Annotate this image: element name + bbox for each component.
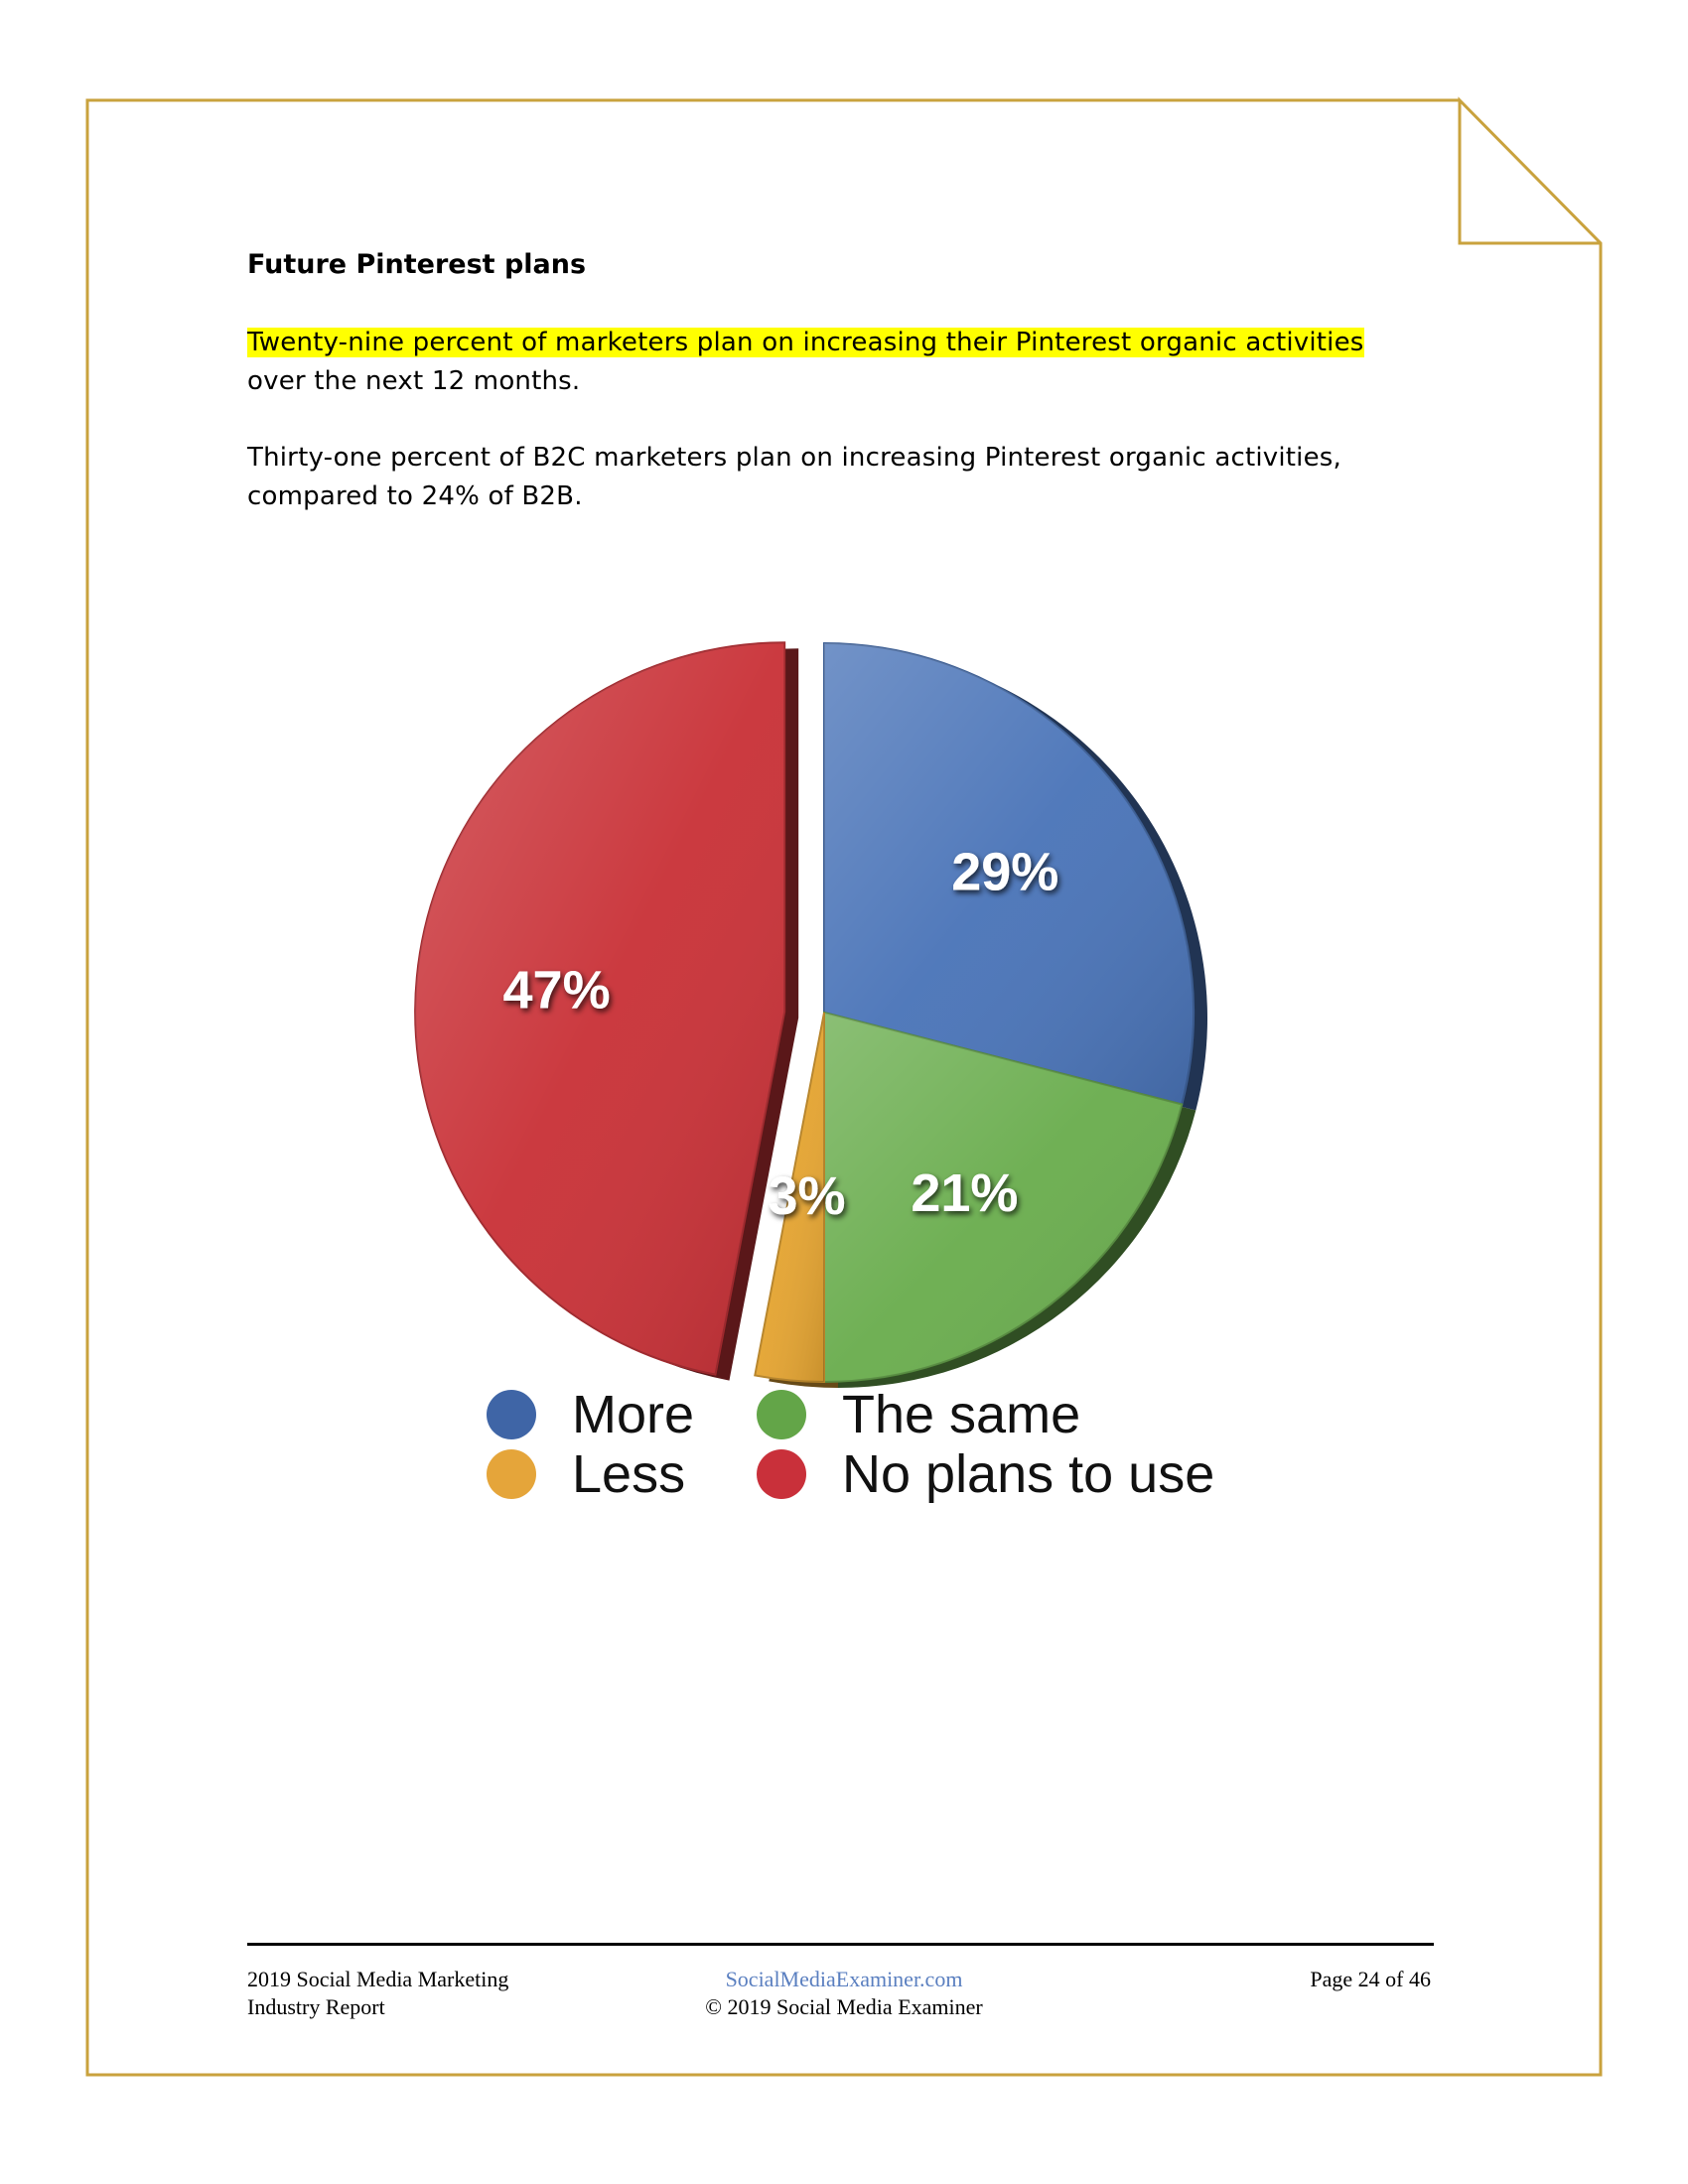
footer-copyright: © 2019 Social Media Examiner bbox=[705, 1994, 983, 2019]
footer-report-title bbox=[247, 1966, 508, 2021]
pie-data-label: 29% bbox=[951, 842, 1059, 902]
legend-item-more bbox=[487, 1384, 694, 1445]
footer-center bbox=[596, 1966, 1092, 2021]
footer-left-line-2: Industry Report bbox=[247, 1994, 385, 2019]
legend-label: The same bbox=[842, 1385, 1081, 1444]
footer-rule bbox=[247, 1943, 1434, 1946]
legend-label: No plans to use bbox=[842, 1444, 1215, 1504]
highlighted-text: Twenty-nine percent of marketers plan on increasing their Pinterest organic activities bbox=[247, 328, 1364, 357]
paragraph-1-rest: over the next 12 months. bbox=[247, 366, 581, 396]
pie-data-label: 3% bbox=[768, 1166, 846, 1227]
legend-swatch-green bbox=[757, 1390, 806, 1439]
legend-swatch-orange bbox=[487, 1449, 536, 1499]
legend-item-less bbox=[487, 1443, 685, 1505]
section-heading: Future Pinterest plans bbox=[247, 249, 587, 280]
legend-swatch-blue bbox=[487, 1390, 536, 1439]
footer-site-link[interactable]: SocialMediaExaminer.com bbox=[725, 1967, 963, 1991]
legend-item-no-plans bbox=[757, 1443, 1214, 1505]
pie-data-label: 47% bbox=[502, 960, 611, 1021]
paragraph-2-line-2: compared to 24% of B2B. bbox=[247, 481, 583, 511]
footer-left-line-1: 2019 Social Media Marketing bbox=[247, 1967, 509, 1991]
legend-label: More bbox=[572, 1385, 695, 1444]
paragraph-2-line-1: Thirty-one percent of B2C marketers plan on increasing Pinterest organic activities, bbox=[247, 443, 1341, 473]
legend-label: Less bbox=[572, 1444, 686, 1504]
legend-item-the-same bbox=[757, 1384, 1080, 1445]
legend-swatch-red bbox=[757, 1449, 806, 1499]
footer-page-number: Page 24 of 46 bbox=[1310, 1967, 1431, 1991]
pie-data-label: 21% bbox=[911, 1163, 1019, 1224]
